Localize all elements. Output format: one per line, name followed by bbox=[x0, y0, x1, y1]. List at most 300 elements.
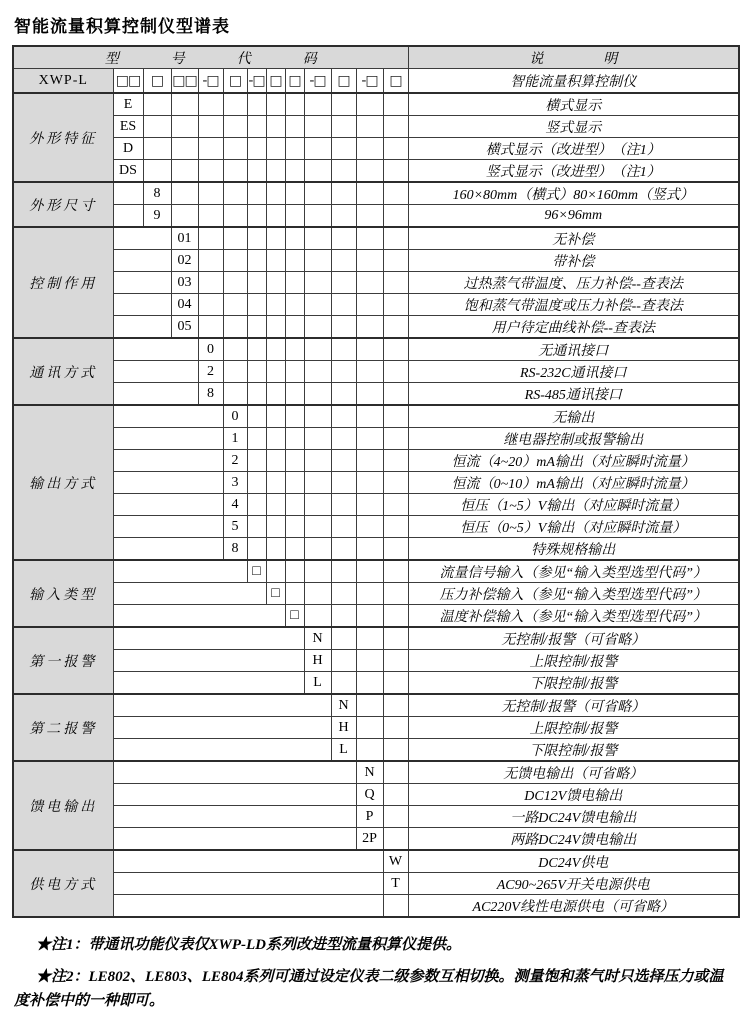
grid-cell bbox=[266, 272, 285, 294]
grid-cell bbox=[304, 583, 331, 605]
blank-cell bbox=[113, 250, 171, 272]
grid-cell bbox=[198, 93, 223, 116]
grid-cell bbox=[356, 450, 383, 472]
grid-cell bbox=[383, 428, 408, 450]
blank-cell bbox=[113, 227, 171, 250]
grid-cell bbox=[304, 516, 331, 538]
grid-cell bbox=[383, 494, 408, 516]
code-cell: W bbox=[383, 850, 408, 873]
category-cell: 输入类型 bbox=[13, 560, 113, 627]
grid-cell bbox=[304, 605, 331, 628]
grid-cell bbox=[331, 93, 356, 116]
grid-cell bbox=[304, 116, 331, 138]
blank-cell bbox=[113, 873, 383, 895]
grid-cell bbox=[383, 627, 408, 650]
grid-cell bbox=[247, 361, 266, 383]
grid-cell bbox=[356, 739, 383, 762]
model-code-box: □ bbox=[143, 69, 171, 94]
blank-cell bbox=[113, 450, 223, 472]
desc-cell: RS-232C通讯接口 bbox=[408, 361, 739, 383]
grid-cell bbox=[223, 338, 247, 361]
grid-cell bbox=[304, 138, 331, 160]
category-cell: 外形尺寸 bbox=[13, 182, 113, 227]
grid-cell bbox=[198, 316, 223, 339]
grid-cell bbox=[331, 516, 356, 538]
desc-cell: 特殊规格输出 bbox=[408, 538, 739, 561]
grid-cell bbox=[198, 116, 223, 138]
grid-cell bbox=[285, 383, 304, 406]
code-cell: N bbox=[331, 694, 356, 717]
spec-row bbox=[13, 895, 739, 918]
grid-cell bbox=[285, 538, 304, 561]
grid-cell bbox=[383, 739, 408, 762]
grid-cell bbox=[331, 338, 356, 361]
grid-cell bbox=[304, 182, 331, 205]
grid-cell bbox=[223, 294, 247, 316]
grid-cell bbox=[266, 383, 285, 406]
desc-cell: DC24V供电 bbox=[408, 850, 739, 873]
model-row bbox=[13, 69, 739, 94]
grid-cell bbox=[383, 806, 408, 828]
blank-cell bbox=[113, 182, 143, 205]
spec-row bbox=[13, 428, 739, 450]
code-cell: 8 bbox=[223, 538, 247, 561]
spec-row bbox=[13, 294, 739, 316]
code-cell: 01 bbox=[171, 227, 198, 250]
grid-cell bbox=[223, 138, 247, 160]
grid-cell bbox=[285, 138, 304, 160]
grid-cell bbox=[198, 182, 223, 205]
grid-cell bbox=[198, 160, 223, 183]
code-cell: 0 bbox=[198, 338, 223, 361]
grid-cell bbox=[331, 182, 356, 205]
spec-row bbox=[13, 694, 739, 717]
model-code-box: -□ bbox=[247, 69, 266, 94]
grid-cell bbox=[356, 182, 383, 205]
spec-row bbox=[13, 383, 739, 406]
code-cell: 8 bbox=[198, 383, 223, 406]
grid-cell bbox=[304, 205, 331, 228]
grid-cell bbox=[356, 472, 383, 494]
grid-cell bbox=[266, 538, 285, 561]
grid-cell bbox=[383, 361, 408, 383]
code-cell bbox=[383, 895, 408, 918]
grid-cell bbox=[356, 160, 383, 183]
grid-cell bbox=[247, 516, 266, 538]
grid-cell bbox=[331, 472, 356, 494]
grid-cell bbox=[331, 316, 356, 339]
desc-cell: 无通讯接口 bbox=[408, 338, 739, 361]
table-header-row bbox=[13, 46, 739, 69]
grid-cell bbox=[383, 605, 408, 628]
grid-cell bbox=[383, 182, 408, 205]
spec-row bbox=[13, 873, 739, 895]
footnote-1: ★注1：带通讯功能仪表仅XWP-LD系列改进型流量积算仪提供。 bbox=[36, 937, 461, 953]
grid-cell bbox=[171, 205, 198, 228]
code-cell: □ bbox=[285, 605, 304, 628]
model-code-box: -□ bbox=[198, 69, 223, 94]
desc-cell: 无馈电输出（可省略） bbox=[408, 761, 739, 784]
grid-cell bbox=[331, 294, 356, 316]
grid-cell bbox=[356, 227, 383, 250]
code-cell: 02 bbox=[171, 250, 198, 272]
code-cell: 2 bbox=[223, 450, 247, 472]
grid-cell bbox=[247, 405, 266, 428]
grid-cell bbox=[356, 650, 383, 672]
blank-cell bbox=[113, 605, 285, 628]
desc-cell: 竖式显示（改进型） （注1） bbox=[408, 160, 739, 183]
grid-cell bbox=[266, 205, 285, 228]
grid-cell bbox=[383, 227, 408, 250]
spec-row bbox=[13, 650, 739, 672]
grid-cell bbox=[247, 472, 266, 494]
code-cell: □ bbox=[266, 583, 285, 605]
grid-cell bbox=[383, 672, 408, 695]
grid-cell bbox=[356, 405, 383, 428]
grid-cell bbox=[304, 383, 331, 406]
grid-cell bbox=[304, 227, 331, 250]
code-cell: P bbox=[356, 806, 383, 828]
grid-cell bbox=[356, 605, 383, 628]
grid-cell bbox=[285, 583, 304, 605]
blank-cell bbox=[113, 272, 171, 294]
code-cell: Q bbox=[356, 784, 383, 806]
model-prefix: XWP-L bbox=[13, 69, 113, 94]
desc-header: 说明 bbox=[408, 46, 739, 69]
grid-cell bbox=[383, 583, 408, 605]
spec-row bbox=[13, 850, 739, 873]
spec-row bbox=[13, 205, 739, 228]
grid-cell bbox=[331, 560, 356, 583]
grid-cell bbox=[383, 450, 408, 472]
spec-row bbox=[13, 672, 739, 695]
spec-row bbox=[13, 450, 739, 472]
desc-cell: AC90~265V开关电源供电 bbox=[408, 873, 739, 895]
spec-row bbox=[13, 93, 739, 116]
blank-cell bbox=[113, 850, 383, 873]
grid-cell bbox=[285, 227, 304, 250]
grid-cell bbox=[331, 627, 356, 650]
blank-cell bbox=[113, 761, 356, 784]
grid-cell bbox=[356, 294, 383, 316]
grid-cell bbox=[331, 272, 356, 294]
grid-cell bbox=[383, 383, 408, 406]
model-code-box: □ bbox=[285, 69, 304, 94]
grid-cell bbox=[247, 160, 266, 183]
spec-row bbox=[13, 338, 739, 361]
desc-cell: 无输出 bbox=[408, 405, 739, 428]
grid-cell bbox=[356, 672, 383, 695]
grid-cell bbox=[356, 93, 383, 116]
grid-cell bbox=[383, 761, 408, 784]
desc-cell: 恒压（0~5）V输出（对应瞬时流量） bbox=[408, 516, 739, 538]
grid-cell bbox=[143, 160, 171, 183]
grid-cell bbox=[223, 182, 247, 205]
grid-cell bbox=[356, 316, 383, 339]
code-cell: 04 bbox=[171, 294, 198, 316]
code-cell: 05 bbox=[171, 316, 198, 339]
spec-row bbox=[13, 405, 739, 428]
grid-cell bbox=[266, 294, 285, 316]
grid-cell bbox=[331, 361, 356, 383]
blank-cell bbox=[113, 739, 331, 762]
desc-cell: 上限控制/报警 bbox=[408, 717, 739, 739]
desc-cell: 恒压（1~5）V输出（对应瞬时流量） bbox=[408, 494, 739, 516]
grid-cell bbox=[304, 250, 331, 272]
model-code-box: -□ bbox=[356, 69, 383, 94]
grid-cell bbox=[304, 405, 331, 428]
code-cell: 3 bbox=[223, 472, 247, 494]
grid-cell bbox=[223, 205, 247, 228]
grid-cell bbox=[171, 93, 198, 116]
grid-cell bbox=[285, 472, 304, 494]
desc-cell: 横式显示 bbox=[408, 93, 739, 116]
grid-cell bbox=[266, 472, 285, 494]
grid-cell bbox=[247, 272, 266, 294]
grid-cell bbox=[383, 694, 408, 717]
grid-cell bbox=[247, 450, 266, 472]
model-spec-table bbox=[12, 45, 740, 918]
desc-cell: 下限控制/报警 bbox=[408, 739, 739, 762]
code-cell: N bbox=[356, 761, 383, 784]
grid-cell bbox=[331, 250, 356, 272]
grid-cell bbox=[223, 316, 247, 339]
grid-cell bbox=[331, 538, 356, 561]
code-cell: 0 bbox=[223, 405, 247, 428]
desc-cell: 无控制/报警（可省略） bbox=[408, 627, 739, 650]
grid-cell bbox=[247, 383, 266, 406]
category-cell: 控制作用 bbox=[13, 227, 113, 338]
grid-cell bbox=[143, 116, 171, 138]
grid-cell bbox=[304, 494, 331, 516]
desc-cell: 过热蒸气带温度、压力补偿--查表法 bbox=[408, 272, 739, 294]
grid-cell bbox=[247, 205, 266, 228]
grid-cell bbox=[266, 405, 285, 428]
spec-row bbox=[13, 828, 739, 851]
grid-cell bbox=[331, 160, 356, 183]
blank-cell bbox=[113, 583, 266, 605]
grid-cell bbox=[383, 472, 408, 494]
grid-cell bbox=[198, 250, 223, 272]
desc-cell: 160×80mm（横式）80×160mm（竖式） bbox=[408, 182, 739, 205]
code-cell: L bbox=[331, 739, 356, 762]
model-code-box: □□ bbox=[171, 69, 198, 94]
grid-cell bbox=[285, 272, 304, 294]
grid-cell bbox=[247, 138, 266, 160]
grid-cell bbox=[266, 338, 285, 361]
desc-cell: 横式显示（改进型） （注1） bbox=[408, 138, 739, 160]
grid-cell bbox=[304, 428, 331, 450]
grid-cell bbox=[331, 672, 356, 695]
grid-cell bbox=[143, 138, 171, 160]
spec-row bbox=[13, 361, 739, 383]
spec-row bbox=[13, 250, 739, 272]
grid-cell bbox=[198, 272, 223, 294]
grid-cell bbox=[266, 560, 285, 583]
spec-row bbox=[13, 806, 739, 828]
grid-cell bbox=[223, 227, 247, 250]
grid-cell bbox=[331, 583, 356, 605]
footnotes bbox=[14, 934, 736, 1013]
footnote-2: ★注2：LE802、LE803、LE804系列可通过设定仪表二级参数互相切换。测量饱和蒸气时只选择压力或温度补偿中的一种即可。 bbox=[14, 969, 724, 1009]
grid-cell bbox=[383, 93, 408, 116]
spec-row bbox=[13, 627, 739, 650]
grid-cell bbox=[356, 538, 383, 561]
code-cell: □ bbox=[247, 560, 266, 583]
grid-cell bbox=[356, 250, 383, 272]
grid-cell bbox=[383, 717, 408, 739]
category-cell: 外形特征 bbox=[13, 93, 113, 182]
code-cell: 9 bbox=[143, 205, 171, 228]
grid-cell bbox=[285, 316, 304, 339]
blank-cell bbox=[113, 338, 198, 361]
grid-cell bbox=[356, 272, 383, 294]
grid-cell bbox=[247, 182, 266, 205]
desc-cell: RS-485通讯接口 bbox=[408, 383, 739, 406]
grid-cell bbox=[356, 205, 383, 228]
grid-cell bbox=[331, 116, 356, 138]
grid-cell bbox=[383, 138, 408, 160]
grid-cell bbox=[304, 272, 331, 294]
desc-cell: 继电器控制或报警输出 bbox=[408, 428, 739, 450]
model-code-box: □ bbox=[383, 69, 408, 94]
grid-cell bbox=[356, 338, 383, 361]
grid-cell bbox=[383, 784, 408, 806]
code-cell: H bbox=[304, 650, 331, 672]
code-cell: 4 bbox=[223, 494, 247, 516]
grid-cell bbox=[285, 93, 304, 116]
desc-cell: 一路DC24V馈电输出 bbox=[408, 806, 739, 828]
grid-cell bbox=[285, 516, 304, 538]
grid-cell bbox=[223, 383, 247, 406]
desc-cell: 压力补偿输入（参见“输入类型选型代码”） bbox=[408, 583, 739, 605]
grid-cell bbox=[247, 338, 266, 361]
spec-row bbox=[13, 272, 739, 294]
grid-cell bbox=[285, 494, 304, 516]
grid-cell bbox=[383, 538, 408, 561]
grid-cell bbox=[331, 205, 356, 228]
spec-row bbox=[13, 472, 739, 494]
grid-cell bbox=[383, 560, 408, 583]
grid-cell bbox=[356, 138, 383, 160]
grid-cell bbox=[356, 694, 383, 717]
grid-cell bbox=[304, 160, 331, 183]
grid-cell bbox=[356, 494, 383, 516]
grid-cell bbox=[304, 361, 331, 383]
code-cell: L bbox=[304, 672, 331, 695]
grid-cell bbox=[285, 116, 304, 138]
grid-cell bbox=[331, 494, 356, 516]
grid-cell bbox=[223, 272, 247, 294]
blank-cell bbox=[113, 294, 171, 316]
desc-cell: 96×96mm bbox=[408, 205, 739, 228]
category-cell: 供电方式 bbox=[13, 850, 113, 917]
grid-cell bbox=[247, 494, 266, 516]
blank-cell bbox=[113, 472, 223, 494]
spec-row bbox=[13, 784, 739, 806]
code-cell: 1 bbox=[223, 428, 247, 450]
grid-cell bbox=[285, 560, 304, 583]
grid-cell bbox=[304, 294, 331, 316]
grid-cell bbox=[304, 472, 331, 494]
blank-cell bbox=[113, 516, 223, 538]
code-cell: E bbox=[113, 93, 143, 116]
grid-cell bbox=[304, 338, 331, 361]
blank-cell bbox=[113, 627, 304, 650]
grid-cell bbox=[266, 93, 285, 116]
grid-cell bbox=[266, 160, 285, 183]
grid-cell bbox=[383, 650, 408, 672]
grid-cell bbox=[247, 538, 266, 561]
desc-cell: 饱和蒸气带温度或压力补偿--查表法 bbox=[408, 294, 739, 316]
grid-cell bbox=[266, 361, 285, 383]
model-code-box: -□ bbox=[304, 69, 331, 94]
blank-cell bbox=[113, 828, 356, 851]
grid-cell bbox=[198, 294, 223, 316]
desc-cell: DC12V馈电输出 bbox=[408, 784, 739, 806]
model-code-box: □□ bbox=[113, 69, 143, 94]
model-code-box: □ bbox=[223, 69, 247, 94]
desc-cell: 无补偿 bbox=[408, 227, 739, 250]
code-cell: DS bbox=[113, 160, 143, 183]
blank-cell bbox=[113, 361, 198, 383]
blank-cell bbox=[113, 672, 304, 695]
spec-row bbox=[13, 116, 739, 138]
code-header: 型号代码 bbox=[13, 46, 408, 69]
desc-cell: 下限控制/报警 bbox=[408, 672, 739, 695]
spec-row bbox=[13, 538, 739, 561]
grid-cell bbox=[383, 316, 408, 339]
grid-cell bbox=[285, 405, 304, 428]
grid-cell bbox=[247, 116, 266, 138]
grid-cell bbox=[285, 160, 304, 183]
grid-cell bbox=[143, 93, 171, 116]
blank-cell bbox=[113, 494, 223, 516]
blank-cell bbox=[113, 717, 331, 739]
grid-cell bbox=[223, 250, 247, 272]
grid-cell bbox=[266, 138, 285, 160]
page-title: 智能流量积算控制仪型谱表 bbox=[14, 17, 230, 36]
grid-cell bbox=[383, 828, 408, 851]
grid-cell bbox=[266, 316, 285, 339]
grid-cell bbox=[247, 294, 266, 316]
spec-row bbox=[13, 494, 739, 516]
grid-cell bbox=[266, 516, 285, 538]
desc-cell: 上限控制/报警 bbox=[408, 650, 739, 672]
grid-cell bbox=[285, 361, 304, 383]
model-code-box: □ bbox=[331, 69, 356, 94]
blank-cell bbox=[113, 650, 304, 672]
grid-cell bbox=[383, 405, 408, 428]
grid-cell bbox=[383, 250, 408, 272]
spec-row bbox=[13, 605, 739, 628]
grid-cell bbox=[383, 294, 408, 316]
model-desc: 智能流量积算控制仪 bbox=[408, 69, 739, 94]
grid-cell bbox=[304, 560, 331, 583]
grid-cell bbox=[266, 227, 285, 250]
grid-cell bbox=[383, 272, 408, 294]
grid-cell bbox=[266, 250, 285, 272]
grid-cell bbox=[331, 383, 356, 406]
desc-cell: 温度补偿输入（参见“输入类型选型代码”） bbox=[408, 605, 739, 628]
grid-cell bbox=[171, 116, 198, 138]
grid-cell bbox=[331, 450, 356, 472]
blank-cell bbox=[113, 316, 171, 339]
desc-cell: 恒流（0~10）mA输出（对应瞬时流量） bbox=[408, 472, 739, 494]
model-code-box: □ bbox=[266, 69, 285, 94]
spec-row bbox=[13, 138, 739, 160]
grid-cell bbox=[304, 93, 331, 116]
